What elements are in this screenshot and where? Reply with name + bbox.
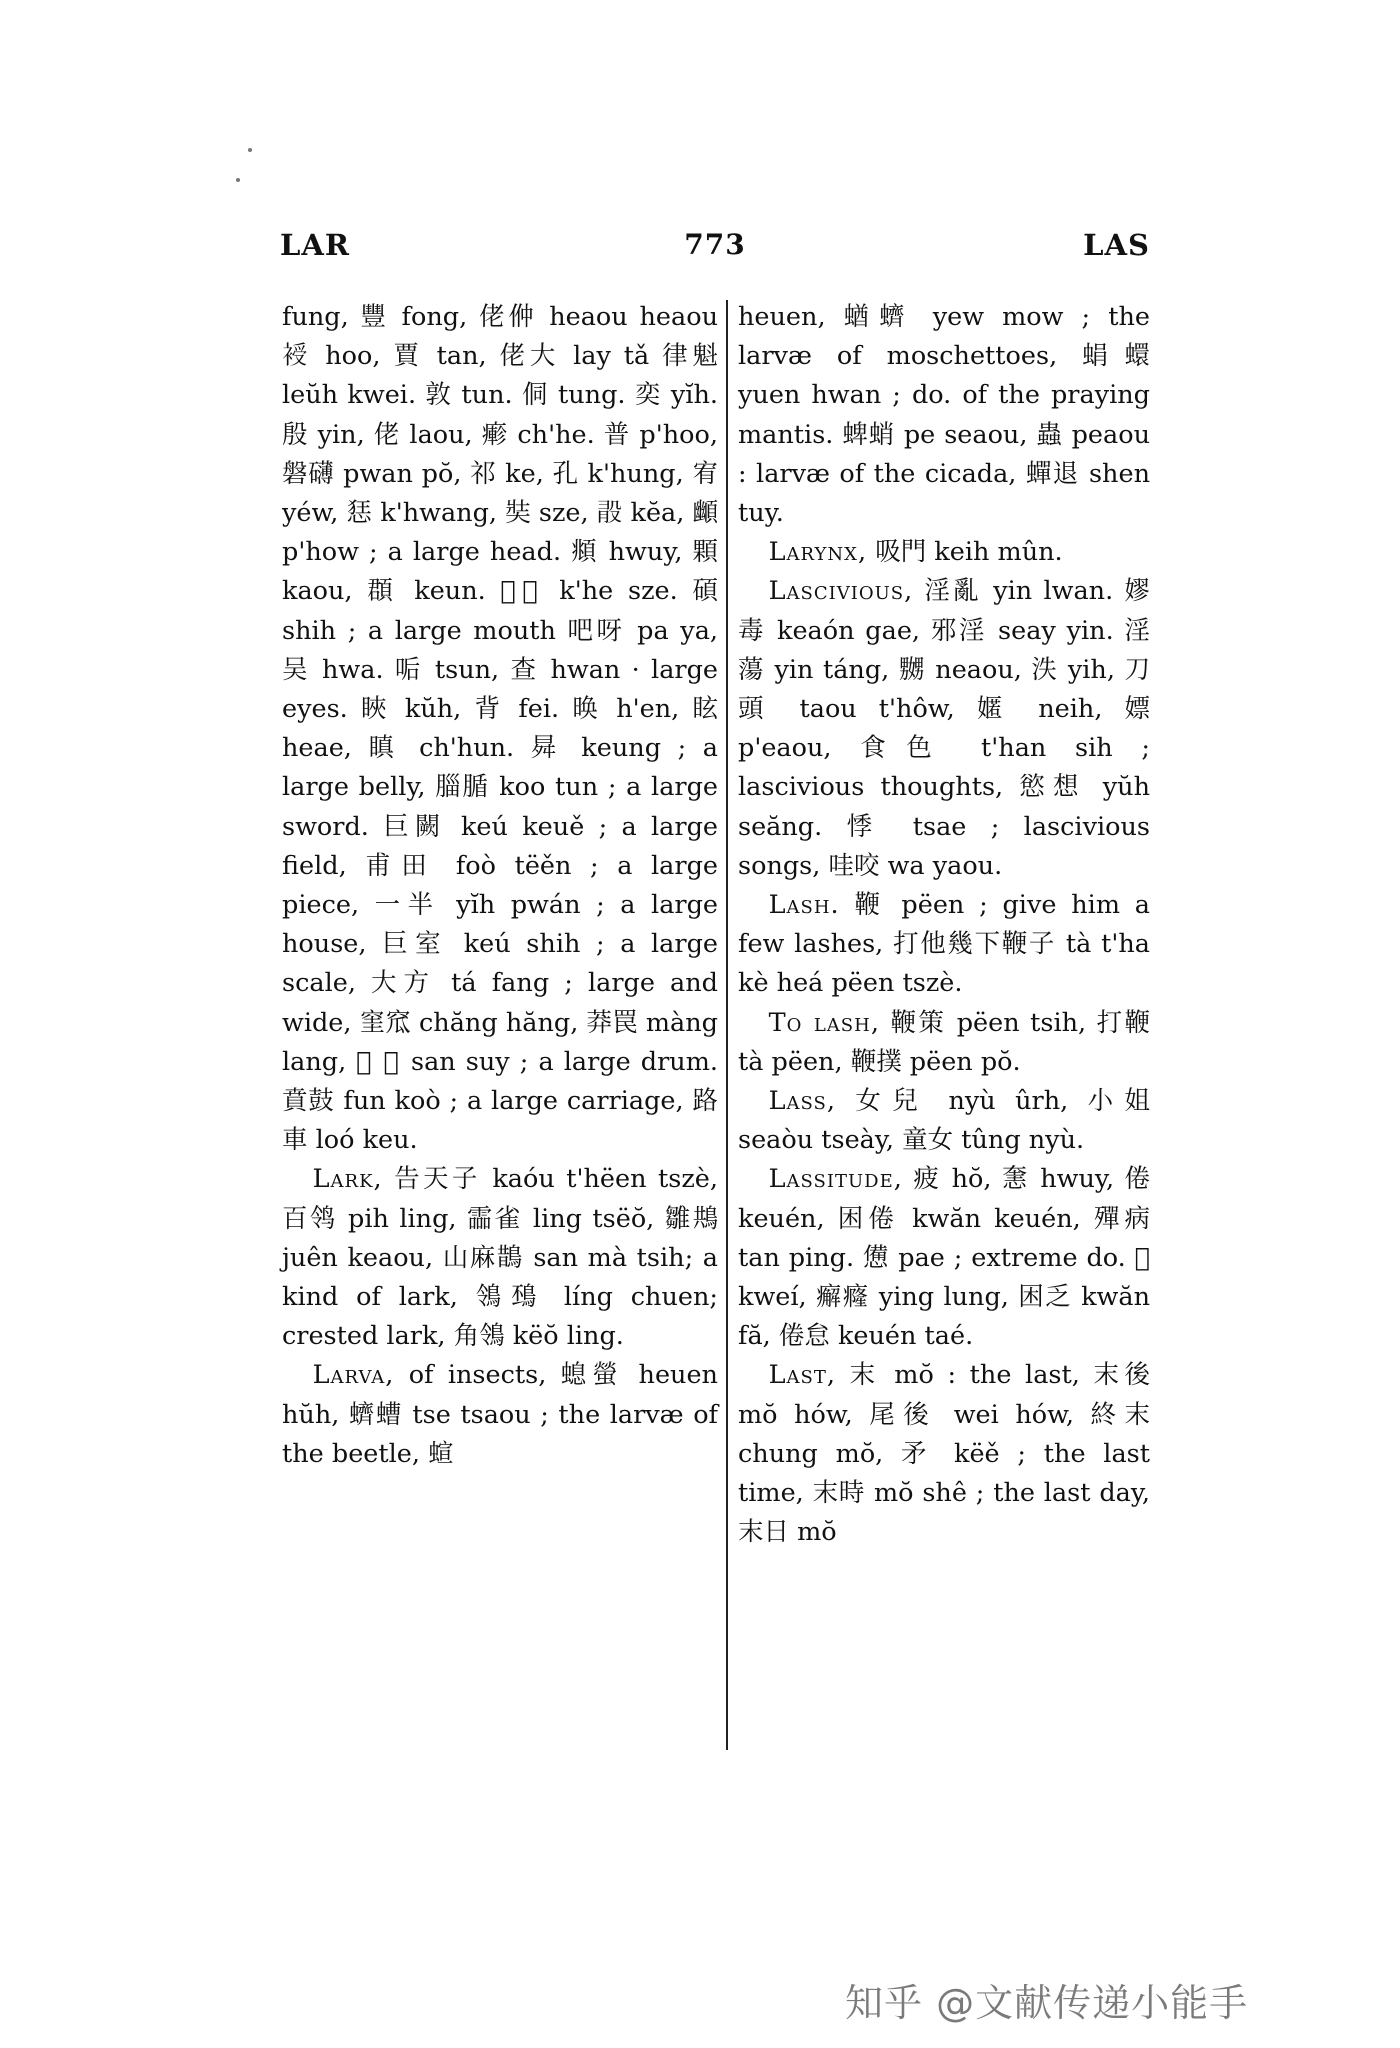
headword: Lark, — [312, 1164, 383, 1195]
scan-speck — [248, 148, 252, 152]
page-header — [280, 228, 1150, 272]
entry-text: 鞭 pëen ; give him a few lashes, 打他幾下鞭子 tà t'ha kè heá pëen tszè. — [738, 890, 1150, 999]
dictionary-entry-lass — [738, 1082, 1150, 1160]
entry-text: 末 mŏ : the last, 末後 mŏ hów, 尾後 wei hów, 終末 chung mŏ, 矛 këě ; the last time, 末時 mŏ shê ; the last day, 末日 mŏ — [738, 1360, 1151, 1548]
entry-text: 吸門 keih mûn. — [875, 537, 1063, 568]
headword: Lassitude, — [768, 1164, 903, 1195]
column-divider — [726, 300, 728, 1750]
headword: Larva, — [312, 1360, 395, 1391]
dictionary-entry-lark — [282, 1160, 718, 1356]
dictionary-entry-lascivious — [738, 572, 1150, 886]
running-head-right: LAS — [1083, 228, 1150, 262]
dictionary-entry-lash — [738, 886, 1150, 1004]
dictionary-entry-lassitude — [738, 1160, 1150, 1356]
entry-continuation: fung, 豐 fong, 佬㑖 heaou heaou 𧚯 hoo, 賈 tan, 佬大 lay tǎ 律魁 leŭh kwei. 敦 tun. 侗 tung. 奕 yĭh. 殷 yin, 佬 laou, 𤺋 ch'he. 普 p'hoo, 磐礴 pwan pŏ, 祁 ke, 孔 k'hung, 宥 yéw, 㤮 k'hwang, 奘 sze, 𣪏 kĕa, 䫜 p'how ; a large head. 頫 hwuy, 顆 kaou, 頵 keun. 𣢾𢾰 k'he sze. 碩 shih ; a large mouth 吧呀 pa ya, 吴 hwa. 㖃 tsun, 查 hwan · large eyes. 䀹 kŭh, 背 fei. 㬇 h'en, 眩 heae, 瞋 ch'hun. 曻 keung ; a large belly, 䐉腯 koo tun ; a large sword. 巨闕 keú keuě ; a large field, 甫田 foò tëěn ; a large piece, 一半 yĭh pwán ; a large house, 巨室 keú shih ; a large scale, 大方 tá fang ; large and wide, 窐窊 chăng hăng, 莽罠 màng lang, 𤲈 𨚕 san suy ; a large drum. 賁鼓 fun koò ; a large carriage, 路車 loó keu. — [282, 302, 718, 1156]
dictionary-entry-larynx — [738, 533, 1150, 572]
entry-continuation: heuen, 蝤蠐 yew mow ; the larvæ of moschettoes, 蜎蠉 yuen hwan ; do. of the praying mantis. 蜱蛸 pe seaou, 蟲 peaou : larvæ of the cicada, 蟬退 shen tuy. — [738, 302, 1150, 529]
dictionary-entry-to-lash — [738, 1004, 1150, 1082]
headword: Lass, — [768, 1086, 836, 1117]
left-column — [282, 298, 718, 1474]
headword: Lash. — [768, 890, 840, 921]
dictionary-entry-larva — [282, 1356, 718, 1474]
entry-text: 告天子 kaóu t'hëen tszè, 百鸰 pih ling, 霝雀 ling tsëŏ, 雛䳍 juên keaou, 山麻鵲 san mà tsih; a kind of lark, 鴒䲹 líng chuen; crested lark, 角鴒 këŏ ling. — [282, 1164, 718, 1352]
dictionary-entry-last — [738, 1356, 1150, 1552]
headword: Last, — [768, 1360, 836, 1391]
scan-speck — [236, 178, 240, 182]
entry-text: of insects, 螅螢 heuen hŭh, 蠐螬 tse tsaou ; the larvæ of the beetle, 蝖 — [282, 1360, 718, 1469]
headword: To lash, — [768, 1007, 880, 1038]
running-head-left: LAR — [280, 228, 350, 262]
headword: Larynx, — [768, 537, 868, 568]
entry-text: 疲 hŏ, 㥣 hwuy, 倦 keuén, 困倦 kwăn keuén, 殫病 tan ping. 憊 pae ; extreme do. 𠡞 kweí, 㿍癃 ying lung, 困乏 kwăn fă, 倦怠 keuén taé. — [738, 1164, 1151, 1352]
entry-text: 淫亂 yin lwan. 嫪毒 keaón gae, 邪淫 seay yin. 淫蕩 yin táng, 嬲 neaou, 泆 yih, 刀頭 taou t'hôw, 嫟 neih, 嫖 p'eaou, 食色 t'han sih ; lascivious thoughts, 慾想 yŭh seăng. 悸 tsae ; lascivious songs, 哇咬 wa yaou. — [738, 576, 1150, 881]
entry-text: 女兒 nyù ûrh, 小姐 seaòu tseày, 童女 tûng nyù. — [738, 1086, 1150, 1156]
headword: Lascivious, — [768, 576, 914, 607]
right-column — [738, 298, 1150, 1553]
page-number: 773 — [684, 228, 746, 261]
watermark: 知乎 @文献传递小能手 — [845, 1981, 1249, 2025]
entry-text: 鞭策 pëen tsih, 打鞭 tà pëen, 鞭撲 pëen pŏ. — [738, 1007, 1150, 1077]
